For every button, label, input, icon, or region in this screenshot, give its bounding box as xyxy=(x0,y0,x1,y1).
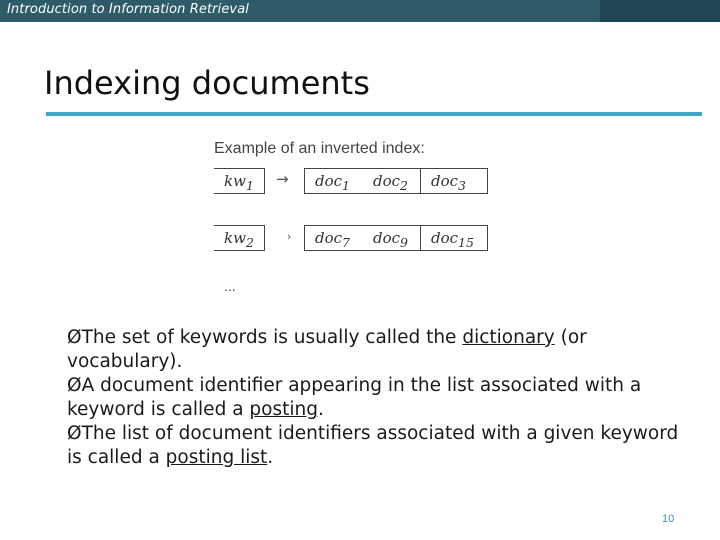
figure-caption: Example of an inverted index: xyxy=(214,140,425,157)
index-row xyxy=(214,225,504,251)
keyword-cell xyxy=(214,225,265,251)
page-number: 10 xyxy=(662,513,675,525)
posting-cell: doc$_7$ xyxy=(315,229,350,250)
header-accent xyxy=(600,0,720,22)
term-posting: posting xyxy=(249,399,318,420)
posting-list-cells xyxy=(304,225,488,251)
header-bar xyxy=(0,0,720,22)
bullet-arrow-icon: Ø xyxy=(67,375,82,396)
posting-list-cells xyxy=(304,168,488,194)
index-row xyxy=(214,168,504,194)
ellipsis: ... xyxy=(224,278,236,294)
arrow-icon: › xyxy=(287,230,292,243)
posting-cell: doc$_3$ xyxy=(431,172,466,193)
keyword-text: $kw_2$ xyxy=(224,229,254,250)
bullet-arrow-icon: Ø xyxy=(67,423,82,444)
posting-cell: doc$_1$ xyxy=(315,172,350,193)
inverted-index-figure xyxy=(214,138,504,298)
bullet-item: ØThe set of keywords is usually called the dictionary (or vocabulary). xyxy=(67,327,587,372)
keyword-text: $kw_1$ xyxy=(224,172,254,193)
arrow-icon: → xyxy=(276,170,289,188)
term-dictionary: dictionary xyxy=(462,327,555,348)
posting-cell: doc$_9$ xyxy=(363,226,421,250)
keyword-cell xyxy=(214,168,265,194)
bullet-arrow-icon: Ø xyxy=(67,327,82,348)
course-title: Introduction to Information Retrieval xyxy=(7,2,249,17)
posting-cell: doc$_{15}$ xyxy=(431,229,474,250)
bullet-item: ØThe list of document identifiers associated with a given keyword is called a posting list. xyxy=(67,423,679,468)
bullet-item: ØA document identifier appearing in the list associated with a keyword is called a posting. xyxy=(67,375,642,420)
title-underline-rule xyxy=(46,112,702,116)
term-posting-list: posting list xyxy=(165,447,268,468)
bullet-list xyxy=(67,326,687,470)
posting-cell: doc$_2$ xyxy=(363,169,421,193)
slide-title: Indexing documents xyxy=(44,64,370,102)
